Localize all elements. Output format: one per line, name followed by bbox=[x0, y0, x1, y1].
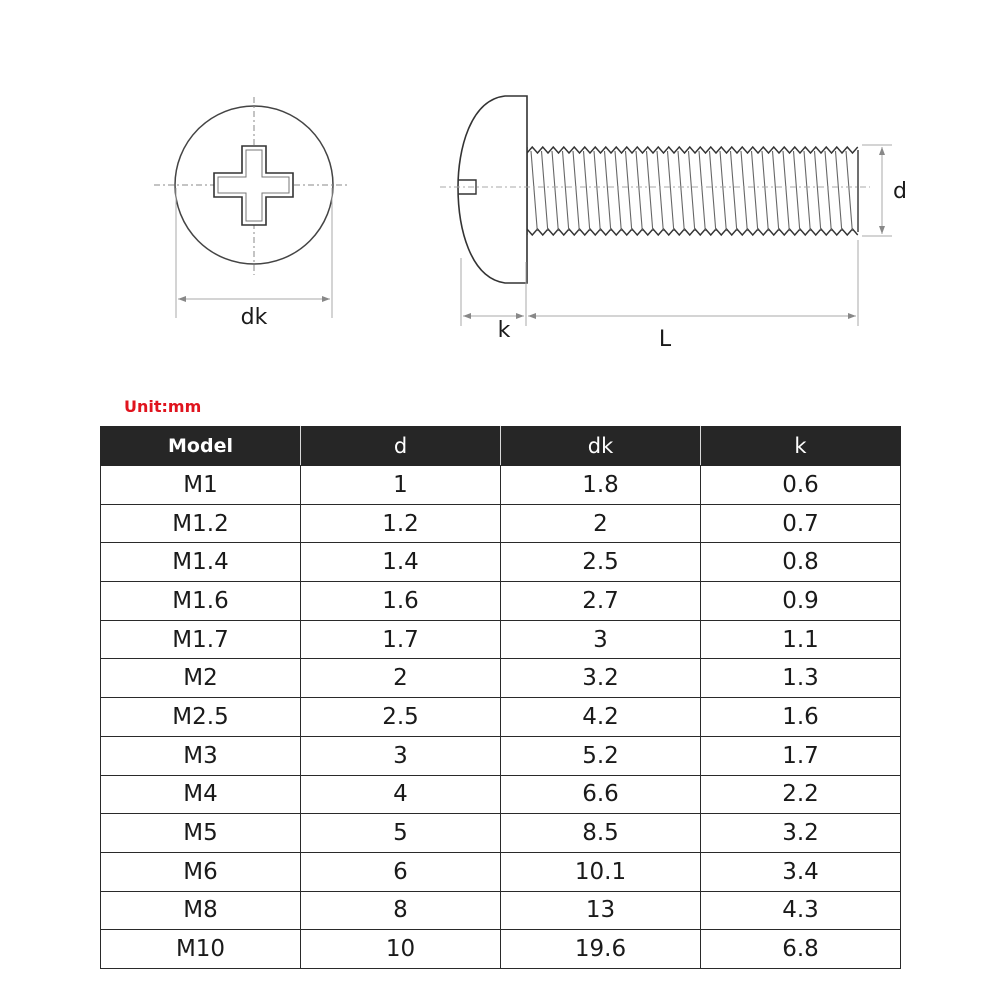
table-row bbox=[101, 775, 901, 814]
screw-side-view bbox=[440, 96, 892, 326]
table-row bbox=[101, 852, 901, 891]
dimension-table bbox=[100, 426, 901, 969]
table-header-row bbox=[101, 427, 901, 466]
cell-k: 1.1 bbox=[701, 620, 901, 659]
cell-dk: 10.1 bbox=[501, 852, 701, 891]
cell-model: M1.4 bbox=[101, 543, 301, 582]
cell-d: 1.7 bbox=[301, 620, 501, 659]
cell-model: M1.2 bbox=[101, 504, 301, 543]
cell-k: 1.3 bbox=[701, 659, 901, 698]
dim-label-k: k bbox=[497, 318, 511, 343]
table-row bbox=[101, 698, 901, 737]
cell-k: 6.8 bbox=[701, 930, 901, 969]
cell-dk: 4.2 bbox=[501, 698, 701, 737]
table-row bbox=[101, 504, 901, 543]
cell-model: M4 bbox=[101, 775, 301, 814]
cell-model: M6 bbox=[101, 852, 301, 891]
table-row bbox=[101, 620, 901, 659]
cell-model: M2 bbox=[101, 659, 301, 698]
dim-label-dk: dk bbox=[240, 305, 268, 330]
cell-d: 6 bbox=[301, 852, 501, 891]
cell-model: M10 bbox=[101, 930, 301, 969]
dim-label-L: L bbox=[658, 327, 672, 352]
unit-label: Unit:mm bbox=[124, 397, 202, 416]
cell-d: 4 bbox=[301, 775, 501, 814]
table-row bbox=[101, 659, 901, 698]
header-d: d bbox=[301, 427, 501, 466]
cell-model: M1.7 bbox=[101, 620, 301, 659]
cell-dk: 13 bbox=[501, 891, 701, 930]
cell-d: 3 bbox=[301, 736, 501, 775]
cell-k: 2.2 bbox=[701, 775, 901, 814]
cell-dk: 2 bbox=[501, 504, 701, 543]
table-row bbox=[101, 466, 901, 505]
cell-dk: 3 bbox=[501, 620, 701, 659]
cell-model: M3 bbox=[101, 736, 301, 775]
cell-k: 0.8 bbox=[701, 543, 901, 582]
table-row bbox=[101, 930, 901, 969]
cell-model: M8 bbox=[101, 891, 301, 930]
cell-k: 4.3 bbox=[701, 891, 901, 930]
cell-d: 1 bbox=[301, 466, 501, 505]
cell-dk: 8.5 bbox=[501, 814, 701, 853]
cell-dk: 2.5 bbox=[501, 543, 701, 582]
cell-k: 1.6 bbox=[701, 698, 901, 737]
cell-model: M1 bbox=[101, 466, 301, 505]
screw-head-side bbox=[458, 96, 527, 283]
cell-model: M1.6 bbox=[101, 582, 301, 621]
screw-head-top-view bbox=[154, 97, 350, 318]
cell-dk: 3.2 bbox=[501, 659, 701, 698]
table-row bbox=[101, 543, 901, 582]
cell-k: 0.7 bbox=[701, 504, 901, 543]
cell-d: 10 bbox=[301, 930, 501, 969]
header-k: k bbox=[701, 427, 901, 466]
phillips-cross-recess bbox=[214, 146, 293, 225]
header-dk: dk bbox=[501, 427, 701, 466]
cell-k: 0.9 bbox=[701, 582, 901, 621]
table-row bbox=[101, 891, 901, 930]
cell-dk: 5.2 bbox=[501, 736, 701, 775]
cell-dk: 19.6 bbox=[501, 930, 701, 969]
cell-k: 0.6 bbox=[701, 466, 901, 505]
table-row bbox=[101, 582, 901, 621]
cell-model: M2.5 bbox=[101, 698, 301, 737]
cell-model: M5 bbox=[101, 814, 301, 853]
cell-d: 1.2 bbox=[301, 504, 501, 543]
cell-dk: 2.7 bbox=[501, 582, 701, 621]
cell-d: 2 bbox=[301, 659, 501, 698]
cell-d: 1.4 bbox=[301, 543, 501, 582]
cell-d: 2.5 bbox=[301, 698, 501, 737]
table-row bbox=[101, 736, 901, 775]
cell-d: 1.6 bbox=[301, 582, 501, 621]
dim-label-d: d bbox=[893, 179, 907, 204]
cell-k: 1.7 bbox=[701, 736, 901, 775]
cell-d: 8 bbox=[301, 891, 501, 930]
table-row bbox=[101, 814, 901, 853]
cell-k: 3.2 bbox=[701, 814, 901, 853]
cell-dk: 6.6 bbox=[501, 775, 701, 814]
cell-d: 5 bbox=[301, 814, 501, 853]
screw-technical-drawing bbox=[0, 0, 1000, 400]
cell-k: 3.4 bbox=[701, 852, 901, 891]
header-model: Model bbox=[101, 427, 301, 466]
cell-dk: 1.8 bbox=[501, 466, 701, 505]
